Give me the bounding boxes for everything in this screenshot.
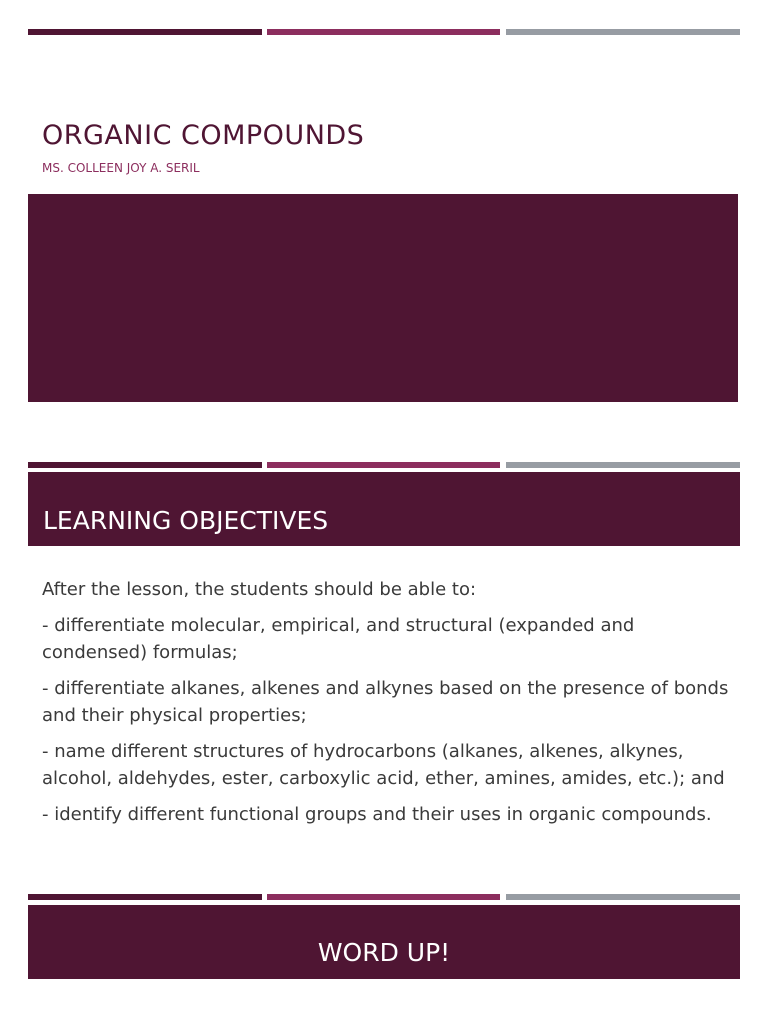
- accent-stripe-magenta: [267, 29, 500, 35]
- objectives-intro: After the lesson, the students should be able to:: [42, 579, 477, 600]
- accent-stripe-plum: [28, 894, 262, 900]
- slide-subtitle: MS. COLLEEN JOY A. SERIL: [42, 161, 200, 175]
- objectives-body: [42, 576, 732, 837]
- slide-title: ORGANIC COMPOUNDS: [42, 120, 365, 151]
- word-up-heading-band: [28, 905, 740, 979]
- top-accent-stripes: [28, 29, 740, 35]
- objectives-heading-band: [28, 472, 740, 546]
- accent-stripe-magenta: [267, 462, 500, 468]
- accent-stripe-gray: [506, 29, 740, 35]
- accent-stripe-gray: [506, 894, 740, 900]
- objective-item: - differentiate alkanes, alkenes and alkynes based on the presence of bonds and their physical properties;: [42, 678, 729, 726]
- accent-stripe-plum: [28, 29, 262, 35]
- objectives-heading: LEARNING OBJECTIVES: [43, 506, 329, 535]
- accent-stripe-gray: [506, 462, 740, 468]
- word-up-heading: WORD UP!: [317, 938, 451, 967]
- accent-stripe-magenta: [267, 894, 500, 900]
- accent-stripe-plum: [28, 462, 262, 468]
- title-banner: [28, 194, 738, 402]
- objective-item: - differentiate molecular, empirical, and structural (expanded and condensed) formulas;: [42, 615, 635, 663]
- objective-item: - identify different functional groups and their uses in organic compounds.: [42, 804, 712, 825]
- objectives-accent-stripes: [28, 462, 740, 468]
- objective-item: - name different structures of hydrocarbons (alkanes, alkenes, alkynes, alcohol, aldehydes, ester, carboxylic acid, ether, amines, amides, etc.); and: [42, 741, 725, 789]
- word-up-accent-stripes: [28, 894, 740, 900]
